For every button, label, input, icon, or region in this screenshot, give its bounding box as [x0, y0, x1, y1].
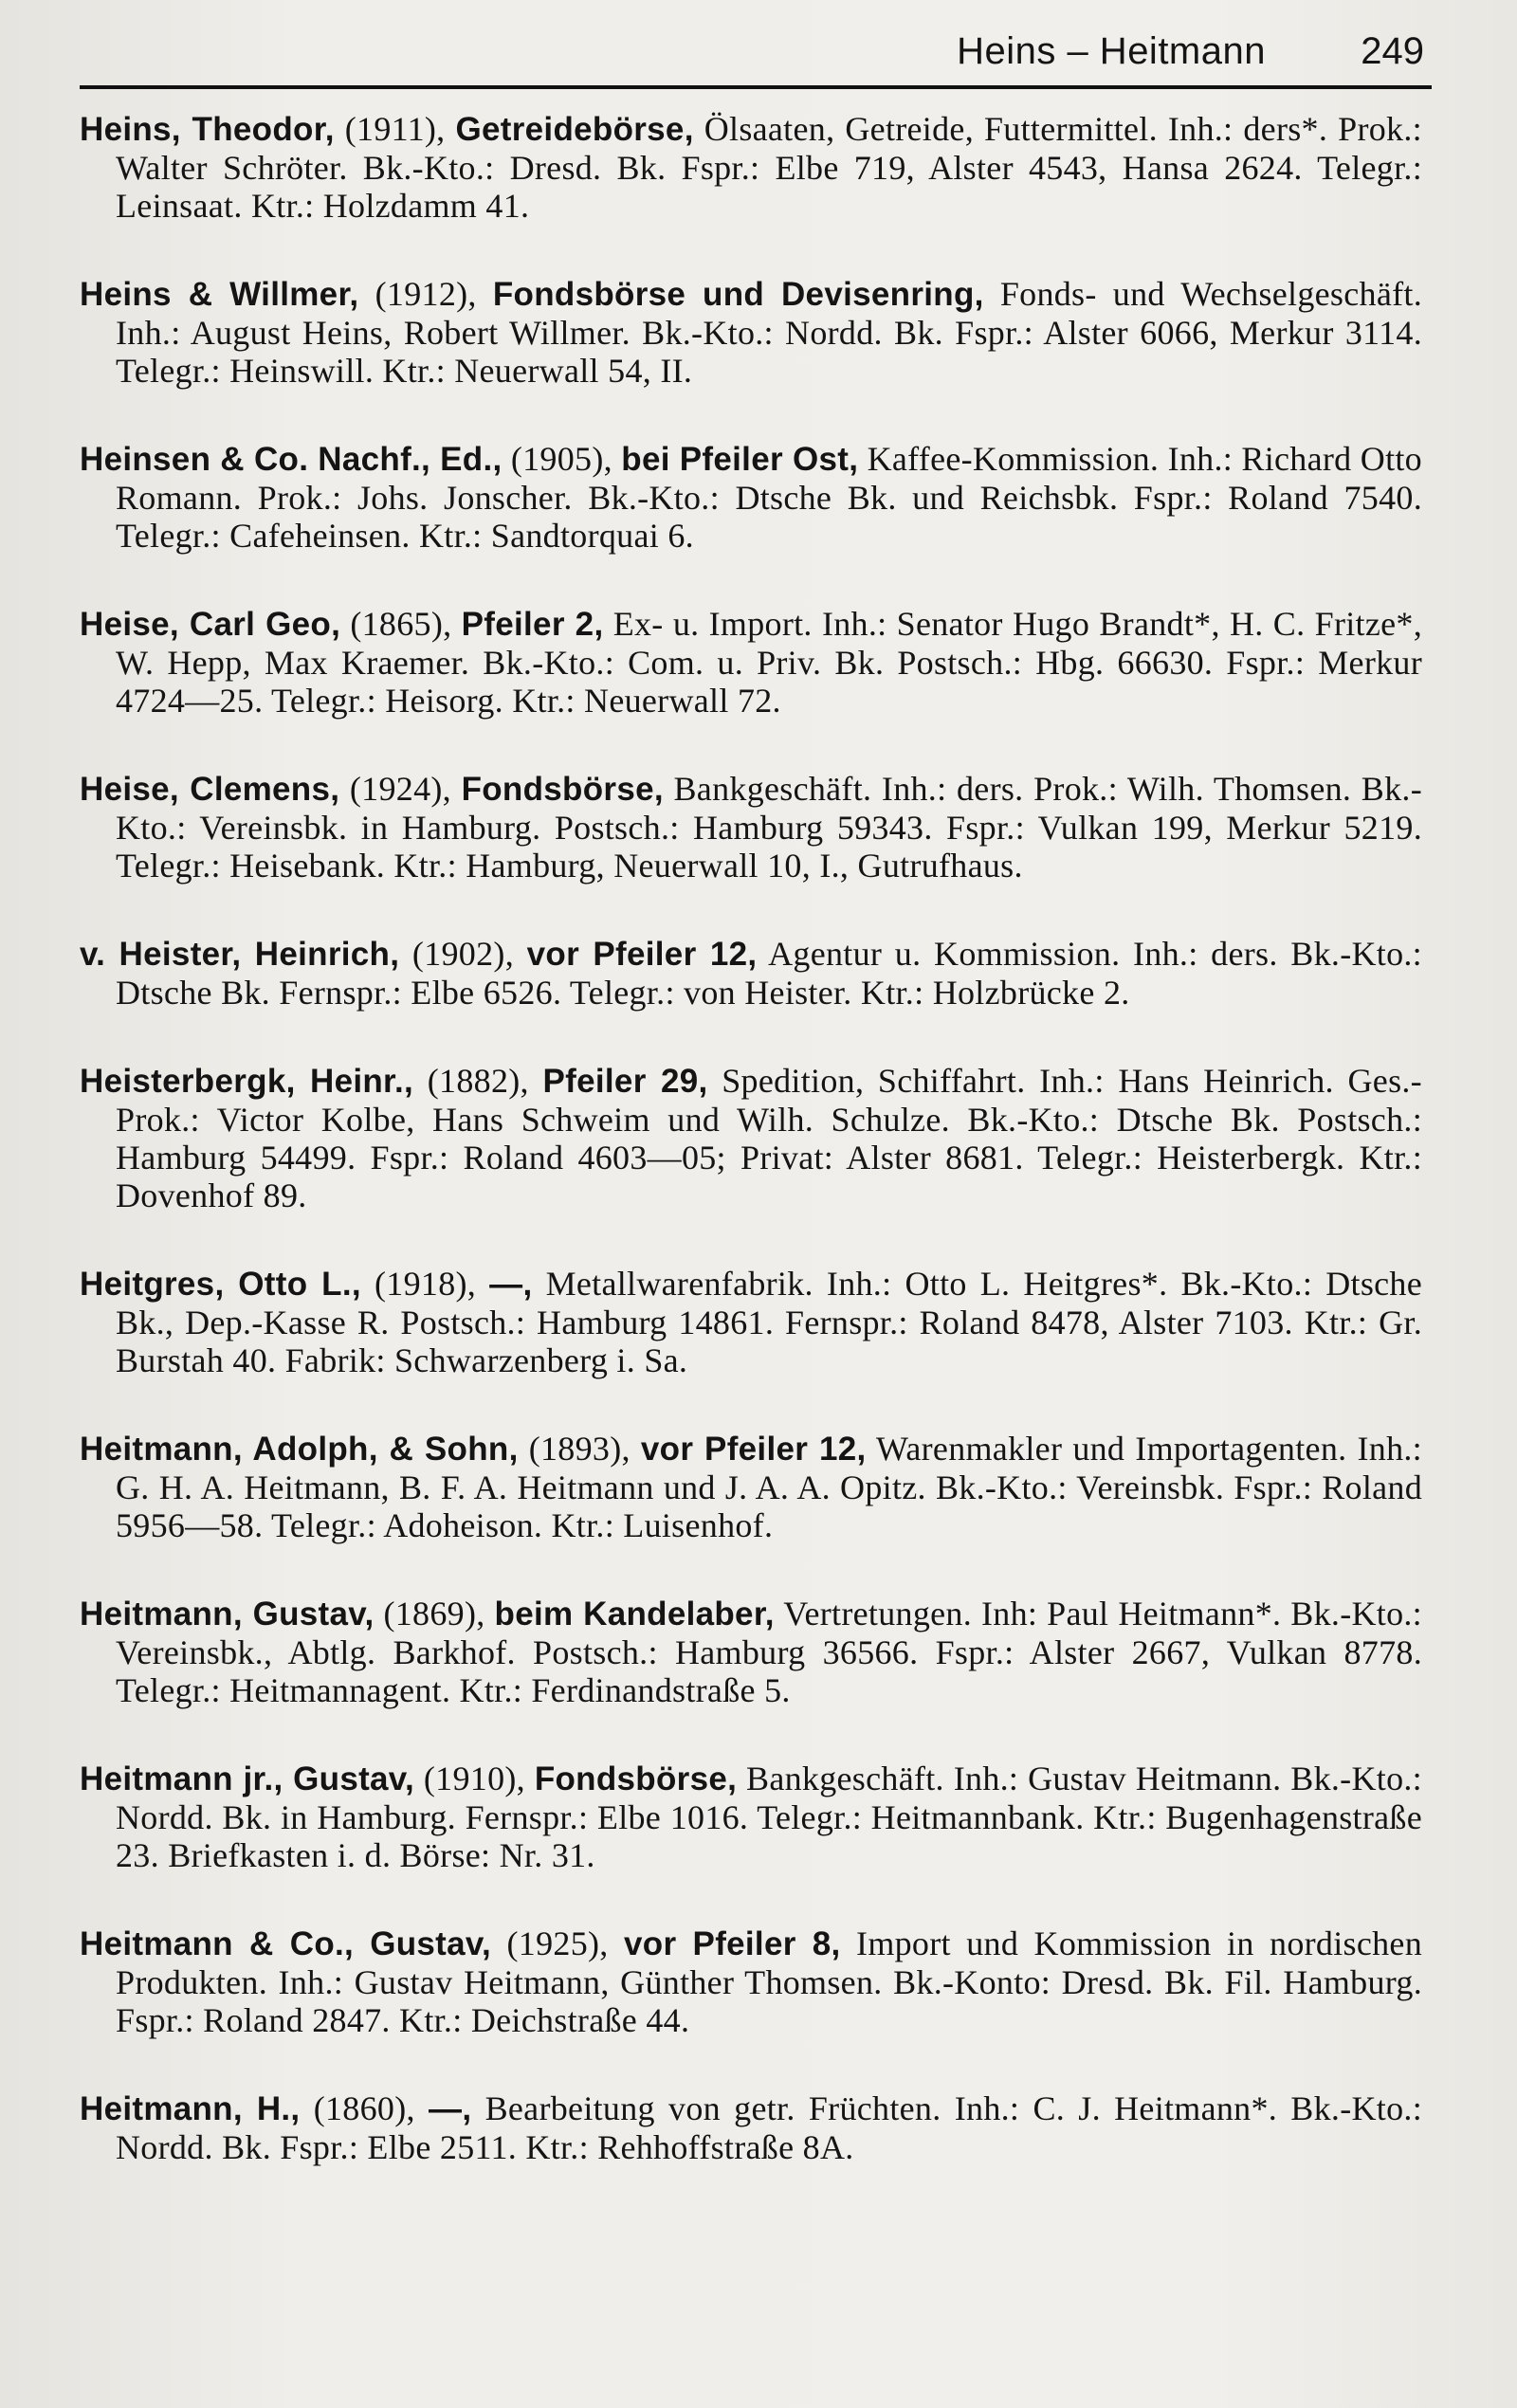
entry-text: Bankgeschäft. Inh.: ders. Prok.: Wilh. Thomsen. Bk.-Kto.: Vereinsbk. in Hamburg. Postsch.: Hamburg 59343. Fspr.: Vulkan 199, Merkur 5219. Telegr.: Heisebank. Ktr.: Hamburg, Neuerwall 10, I., Gutrufhaus. — [116, 770, 1422, 885]
entry-location: vor Pfeiler 12, — [640, 1431, 867, 1468]
entry-year: (1860), — [313, 2089, 415, 2127]
entry-name: Heitmann, Gustav, — [80, 1596, 375, 1633]
entry-name: Heitmann & Co., Gustav, — [80, 1925, 492, 1962]
directory-entry — [80, 1925, 1422, 2039]
directory-entry — [80, 1430, 1422, 1544]
entry-location: —, — [429, 2090, 472, 2127]
entry-location: Pfeiler 2, — [461, 606, 604, 643]
directory-entry — [80, 1760, 1422, 1874]
entry-text: Fonds- und Wechselgeschäft. Inh.: August Heins, Robert Willmer. Bk.-Kto.: Nordd. Bk. Fspr.: Alster 6066, Merkur 3114. Telegr.: Heinswill. Ktr.: Neuerwall 54, II. — [116, 275, 1422, 390]
entry-name: Heitmann jr., Gustav, — [80, 1760, 414, 1797]
entry-name: Heins & Willmer, — [80, 276, 359, 313]
entry-text: Import und Kommission in nordischen Produkten. Inh.: Gustav Heitmann, Günther Thomsen. Bk.-Konto: Dresd. Bk. Fil. Hamburg. Fspr.: Roland 2847. Ktr.: Deichstraße 44. — [116, 1925, 1422, 2039]
entry-name: Heins, Theodor, — [80, 111, 335, 148]
entry-location: vor Pfeiler 12, — [526, 936, 758, 973]
entry-text: Bankgeschäft. Inh.: Gustav Heitmann. Bk.-Kto.: Nordd. Bk. in Hamburg. Fernspr.: Elbe 1016. Telegr.: Heitmannbank. Ktr.: Bugenhagenstraße 23. Briefkasten i. d. Börse: Nr. 31. — [116, 1760, 1422, 1874]
directory-entries — [80, 110, 1422, 2216]
entry-name: Heinsen & Co. Nachf., Ed., — [80, 441, 503, 478]
running-head: Heins – Heitmann — [957, 30, 1266, 72]
entry-name: Heitmann, H., — [80, 2090, 301, 2127]
entry-location: —, — [489, 1266, 533, 1303]
entry-year: (1902), — [411, 935, 514, 973]
entry-location: Fondsbörse, — [534, 1760, 738, 1797]
entry-year: (1924), — [349, 770, 451, 808]
entry-location: Getreidebörse, — [455, 111, 694, 148]
entry-year: (1869), — [383, 1595, 485, 1633]
page-header — [80, 27, 1432, 89]
directory-entry — [80, 605, 1422, 720]
entry-text: Vertretungen. Inh: Paul Heitmann*. Bk.-Kto.: Vereinsbk., Abtlg. Barkhof. Postsch.: Hamburg 36566. Fspr.: Alster 2667, Vulkan 8778. Telegr.: Heitmannagent. Ktr.: Ferdinandstraße 5. — [116, 1595, 1422, 1709]
entry-text: Warenmakler und Importagenten. Inh.: G. H. A. Heitmann, B. F. A. Heitmann und J. A. A. Opitz. Bk.-Kto.: Vereinsbk. Fspr.: Roland 5956—58. Telegr.: Adoheison. Ktr.: Luisenhof. — [116, 1430, 1422, 1544]
entry-name: Heitgres, Otto L., — [80, 1266, 361, 1303]
entry-year: (1911), — [344, 110, 446, 148]
entry-text: Spedition, Schiffahrt. Inh.: Hans Heinrich. Ges.-Prok.: Victor Kolbe, Hans Schweim und Wilh. Schulze. Bk.-Kto.: Dtsche Bk. Postsch.: Hamburg 54499. Fspr.: Roland 4603—05; Privat: Alster 8681. Telegr.: Heisterbergk. Ktr.: Dovenhof 89. — [116, 1062, 1422, 1214]
directory-entry — [80, 110, 1422, 225]
entry-text: Kaffee-Kommission. Inh.: Richard Otto Romann. Prok.: Johs. Jonscher. Bk.-Kto.: Dtsche Bk. und Reichsbk. Fspr.: Roland 7540. Telegr.: Cafeheinsen. Ktr.: Sandtorquai 6. — [116, 440, 1422, 555]
entry-text: Agentur u. Kommission. Inh.: ders. Bk.-Kto.: Dtsche Bk. Fernspr.: Elbe 6526. Telegr.: von Heister. Ktr.: Holzbrücke 2. — [116, 935, 1422, 1012]
entry-year: (1905), — [510, 440, 612, 478]
entry-year: (1865), — [350, 605, 452, 643]
entry-location: beim Kandelaber, — [494, 1596, 775, 1633]
page-number: 249 — [1361, 30, 1424, 72]
directory-entry — [80, 440, 1422, 555]
directory-entry — [80, 770, 1422, 885]
entry-text: Ölsaaten, Getreide, Futtermittel. Inh.: ders*. Prok.: Walter Schröter. Bk.-Kto.: Dresd. Bk. Fspr.: Elbe 719, Alster 4543, Hansa 2624. Telegr.: Leinsaat. Ktr.: Holzdamm 41. — [116, 110, 1422, 225]
entry-year: (1910), — [423, 1760, 525, 1797]
entry-name: Heitmann, Adolph, & Sohn, — [80, 1431, 519, 1468]
entry-year: (1925), — [506, 1925, 609, 1962]
entry-year: (1893), — [528, 1430, 631, 1468]
entry-year: (1912), — [375, 275, 477, 313]
entry-location: Fondsbörse und Devisenring, — [492, 276, 984, 313]
entry-location: Pfeiler 29, — [542, 1063, 708, 1100]
directory-entry — [80, 935, 1422, 1012]
entry-year: (1882), — [427, 1062, 529, 1100]
entry-location: Fondsbörse, — [461, 771, 664, 808]
entry-name: v. Heister, Heinrich, — [80, 936, 400, 973]
directory-entry — [80, 2089, 1422, 2166]
directory-entry — [80, 1595, 1422, 1709]
entry-location: vor Pfeiler 8, — [624, 1925, 841, 1962]
entry-year: (1918), — [375, 1265, 477, 1303]
directory-entry — [80, 1062, 1422, 1214]
directory-entry — [80, 275, 1422, 390]
entry-name: Heise, Clemens, — [80, 771, 340, 808]
entry-text: Bearbeitung von getr. Früchten. Inh.: C. J. Heitmann*. Bk.-Kto.: Nordd. Bk. Fspr.: Elbe 2511. Ktr.: Rehhoffstraße 8A. — [116, 2089, 1422, 2166]
entry-name: Heisterbergk, Heinr., — [80, 1063, 414, 1100]
entry-text: Ex- u. Import. Inh.: Senator Hugo Brandt*, H. C. Fritze*, W. Hepp, Max Kraemer. Bk.-Kto.: Com. u. Priv. Bk. Postsch.: Hbg. 66630. Fspr.: Merkur 4724—25. Telegr.: Heisorg. Ktr.: Neuerwall 72. — [116, 605, 1422, 720]
directory-entry — [80, 1265, 1422, 1379]
entry-location: bei Pfeiler Ost, — [621, 441, 859, 478]
entry-name: Heise, Carl Geo, — [80, 606, 341, 643]
entry-text: Metallwarenfabrik. Inh.: Otto L. Heitgres*. Bk.-Kto.: Dtsche Bk., Dep.-Kasse R. Postsch.: Hamburg 14861. Fernspr.: Roland 8478, Alster 7103. Ktr.: Gr. Burstah 40. Fabrik: Schwarzenberg i. Sa. — [116, 1265, 1422, 1379]
